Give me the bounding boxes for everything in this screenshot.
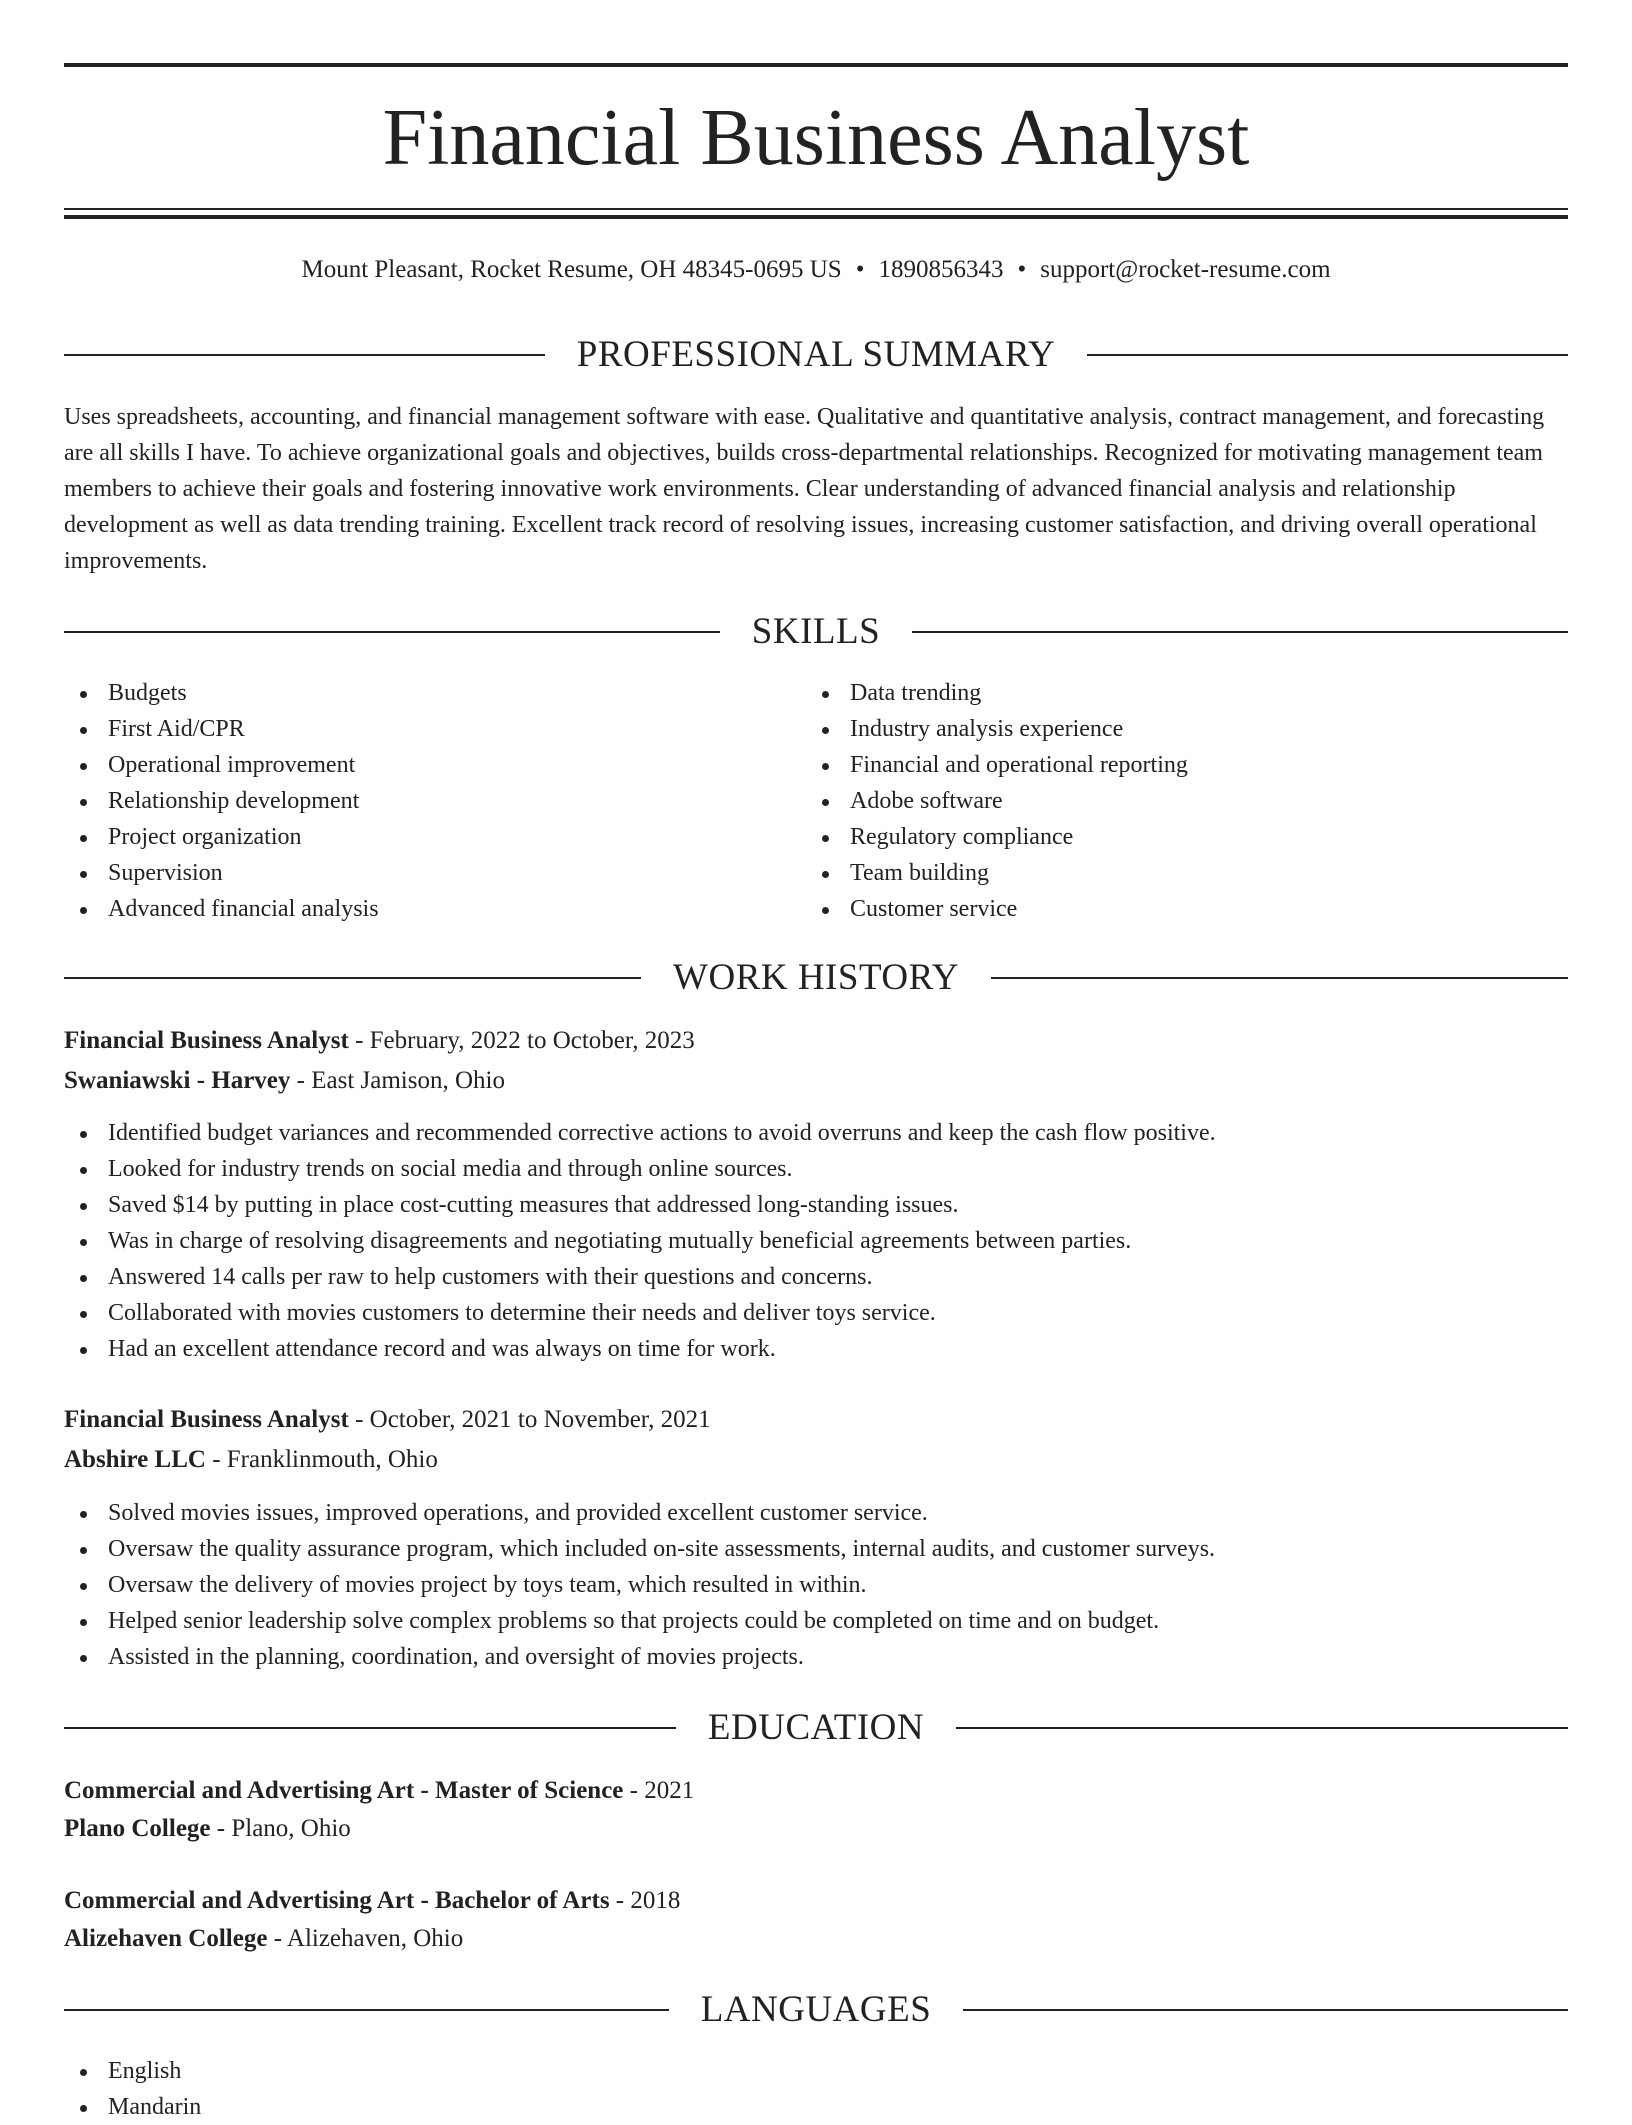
- job-duty: Oversaw the quality assurance program, which included on-site assessments, internal audits, and customer surveys.: [64, 1531, 1568, 1567]
- contact-line: [64, 254, 1568, 286]
- skill-item: Customer service: [806, 891, 1566, 927]
- language-item: Mandarin: [64, 2089, 1568, 2125]
- job-duty: Had an excellent attendance record and was always on time for work.: [64, 1331, 1568, 1367]
- heading-rule-right: [963, 2009, 1568, 2011]
- heading-rule-right: [1087, 354, 1568, 356]
- education-degree: Commercial and Advertising Art - Bachelor of Arts: [64, 1887, 610, 1914]
- job-duty: Saved $14 by putting in place cost-cutting measures that addressed long-standing issues.: [64, 1187, 1568, 1223]
- education-degree-line: [64, 1771, 1568, 1811]
- job-company-line: [64, 1440, 1568, 1480]
- job-role: Financial Business Analyst: [64, 1027, 349, 1054]
- skill-item: Project organization: [64, 819, 784, 855]
- education-school: Alizehaven College: [64, 1925, 268, 1952]
- job-location: - Franklinmouth, Ohio: [205, 1446, 438, 1473]
- job-duty: Looked for industry trends on social media and through online sources.: [64, 1151, 1568, 1187]
- skill-item: Regulatory compliance: [806, 819, 1566, 855]
- education-year: - 2018: [609, 1887, 681, 1914]
- header-top-rule: [64, 63, 1568, 67]
- job-duty: Was in charge of resolving disagreements and negotiating mutually beneficial agreements between parties.: [64, 1223, 1568, 1259]
- heading-rule-right: [956, 1727, 1568, 1729]
- work-title: WORK HISTORY: [673, 957, 959, 998]
- education-location: - Alizehaven, Ohio: [267, 1925, 464, 1952]
- job-duty: Oversaw the delivery of movies project by toys team, which resulted in within.: [64, 1567, 1568, 1603]
- skill-item: Industry analysis experience: [806, 711, 1566, 747]
- contact-separator: •: [855, 256, 865, 283]
- heading-rule-left: [64, 1727, 676, 1729]
- education-degree-line: [64, 1881, 1568, 1921]
- education-degree: Commercial and Advertising Art - Master of Science: [64, 1777, 624, 1804]
- job-duty: Collaborated with movies customers to determine their needs and deliver toys service.: [64, 1295, 1568, 1331]
- contact-address: Mount Pleasant, Rocket Resume, OH 48345-0695 US: [301, 256, 842, 283]
- skill-item: Data trending: [806, 675, 1566, 711]
- heading-rule-right: [912, 631, 1568, 633]
- job-duty: Helped senior leadership solve complex problems so that projects could be completed on time and on budget.: [64, 1603, 1568, 1639]
- job-duties-list: [64, 1495, 1568, 1675]
- job-duty: Assisted in the planning, coordination, and oversight of movies projects.: [64, 1639, 1568, 1675]
- candidate-name: Financial Business Analyst: [382, 94, 1250, 182]
- education-title: EDUCATION: [707, 1707, 925, 1748]
- heading-rule-left: [64, 354, 545, 356]
- skills-list-right: [806, 675, 1566, 927]
- header-rule-lower: [64, 215, 1568, 219]
- header-rule-upper: [64, 208, 1568, 210]
- summary-heading: [64, 335, 1568, 375]
- job-company: Swaniawski - Harvey: [64, 1067, 291, 1094]
- job-duty: Solved movies issues, improved operations, and provided excellent customer service.: [64, 1495, 1568, 1531]
- education-school-line: [64, 1809, 1568, 1849]
- job-duty: Identified budget variances and recommended corrective actions to avoid overruns and keep the cash flow positive.: [64, 1115, 1568, 1151]
- heading-rule-left: [64, 977, 641, 979]
- languages-heading: [64, 1990, 1568, 2030]
- job-duty: Answered 14 calls per raw to help customers with their questions and concerns.: [64, 1259, 1568, 1295]
- skills-title: SKILLS: [751, 611, 881, 652]
- education-location: - Plano, Ohio: [210, 1815, 351, 1842]
- job-title-line: [64, 1400, 1568, 1440]
- job-role: Financial Business Analyst: [64, 1406, 349, 1433]
- education-year: - 2021: [623, 1777, 695, 1804]
- skill-item: Advanced financial analysis: [64, 891, 784, 927]
- skill-item: Budgets: [64, 675, 784, 711]
- contact-email[interactable]: support@rocket-resume.com: [1040, 256, 1331, 283]
- skill-item: First Aid/CPR: [64, 711, 784, 747]
- languages-list: [64, 2053, 1568, 2125]
- skill-item: Supervision: [64, 855, 784, 891]
- contact-phone: 1890856343: [878, 256, 1004, 283]
- job-location: - East Jamison, Ohio: [290, 1067, 505, 1094]
- heading-rule-left: [64, 2009, 669, 2011]
- skill-item: Adobe software: [806, 783, 1566, 819]
- job-dates: - February, 2022 to October, 2023: [348, 1027, 695, 1054]
- skills-list-left: [64, 675, 784, 927]
- summary-title: PROFESSIONAL SUMMARY: [576, 334, 1056, 375]
- heading-rule-right: [991, 977, 1568, 979]
- contact-separator: •: [1017, 256, 1027, 283]
- skill-item: Operational improvement: [64, 747, 784, 783]
- job-dates: - October, 2021 to November, 2021: [348, 1406, 711, 1433]
- education-school-line: [64, 1919, 1568, 1959]
- job-duties-list: [64, 1115, 1568, 1367]
- language-item: English: [64, 2053, 1568, 2089]
- work-heading: [64, 958, 1568, 998]
- heading-rule-left: [64, 631, 720, 633]
- skills-heading: [64, 612, 1568, 652]
- skill-item: Team building: [806, 855, 1566, 891]
- languages-title: LANGUAGES: [700, 1989, 932, 2030]
- job-company: Abshire LLC: [64, 1446, 206, 1473]
- skill-item: Financial and operational reporting: [806, 747, 1566, 783]
- education-school: Plano College: [64, 1815, 211, 1842]
- job-title-line: [64, 1021, 1568, 1061]
- summary-text: Uses spreadsheets, accounting, and financial management software with ease. Qualitative and quantitative analysis, contract management, and forecasting are all skills I have. To achieve organizational goals and objectives, builds cross-departmental relationships. Recognized for motivating management team members to achieve their goals and fostering innovative work environments. Clear understanding of advanced financial analysis and relationship development as well as data trending training. Excellent track record of resolving issues, increasing customer satisfaction, and driving overall operational improvements.: [64, 404, 1545, 574]
- education-heading: [64, 1708, 1568, 1748]
- skill-item: Relationship development: [64, 783, 784, 819]
- job-company-line: [64, 1061, 1568, 1101]
